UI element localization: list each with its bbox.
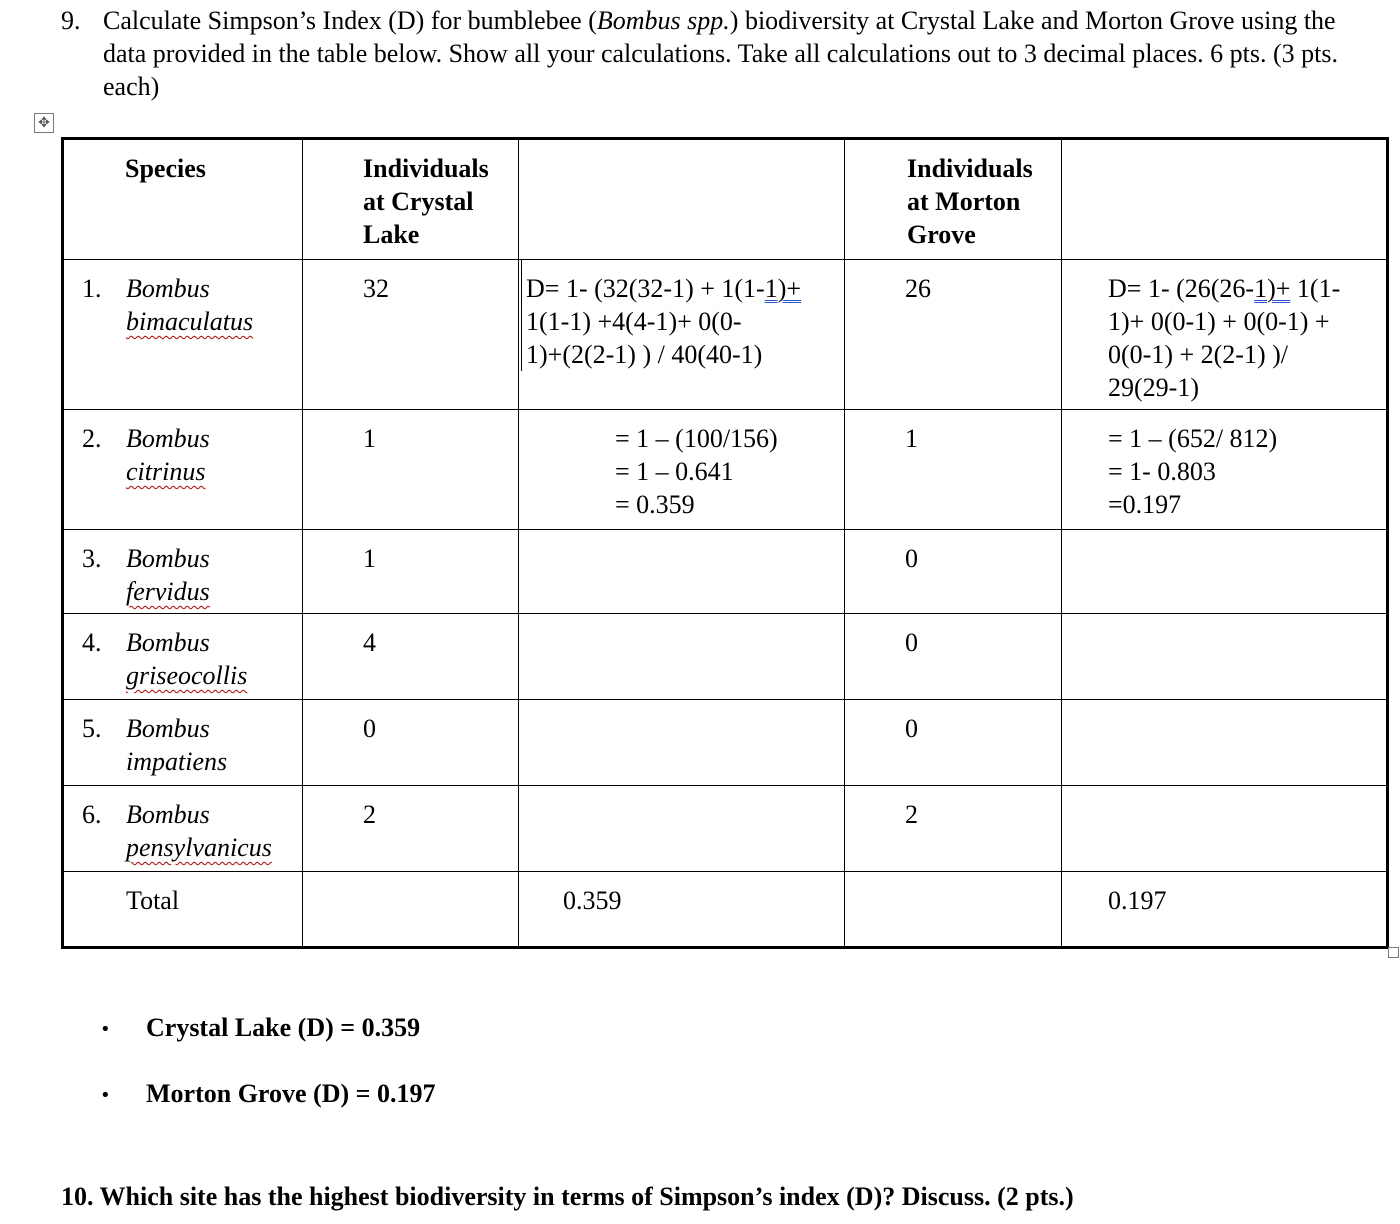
calc-text: D= 1- (26(26- xyxy=(1108,274,1255,303)
crystal-total-cell xyxy=(519,872,845,948)
crystal-count: 32 xyxy=(363,274,389,303)
table-header-row xyxy=(63,139,1388,260)
empty-cell xyxy=(519,530,845,614)
species-epithet: bimaculatus xyxy=(126,307,254,336)
table-row xyxy=(63,614,1388,700)
header-morton-cell xyxy=(845,139,1062,260)
species-genus: Bombus xyxy=(126,628,210,657)
morton-total-cell xyxy=(1062,872,1388,948)
crystal-count: 0 xyxy=(363,714,376,743)
morton-result xyxy=(1062,410,1386,521)
empty-cell xyxy=(845,872,1062,948)
header-crystal-cell xyxy=(303,139,519,260)
species-epithet: griseocollis xyxy=(126,661,248,690)
result-text: Morton Grove (D) = 0.197 xyxy=(146,1079,436,1108)
header-morton-line: Individuals xyxy=(907,154,1033,183)
species-entry xyxy=(64,700,302,778)
crystal-count-cell xyxy=(303,410,519,530)
species-number: 5. xyxy=(82,714,102,743)
morton-count-cell xyxy=(845,786,1062,872)
total-row xyxy=(63,872,1388,948)
species-number: 6. xyxy=(82,800,102,829)
header-blank-cell xyxy=(1062,139,1388,260)
list-item xyxy=(100,1011,435,1077)
crystal-total: 0.359 xyxy=(563,886,622,915)
morton-count-cell xyxy=(845,260,1062,410)
header-morton xyxy=(845,140,1061,251)
empty-cell xyxy=(519,700,845,786)
result-text: Crystal Lake (D) = 0.359 xyxy=(146,1013,421,1042)
morton-total: 0.197 xyxy=(1108,886,1167,915)
species-number: 4. xyxy=(82,628,102,657)
results-list xyxy=(100,1011,435,1143)
calc-text: 1(1- xyxy=(1290,274,1341,303)
biodiversity-table xyxy=(61,137,1389,949)
header-crystal-line: at Crystal xyxy=(363,187,474,216)
empty-cell xyxy=(519,786,845,872)
empty-cell xyxy=(1062,530,1388,614)
calc-text: 1(1-1) +4(4-1)+ 0(0- xyxy=(526,307,742,336)
species-entry xyxy=(64,530,302,608)
species-cell xyxy=(63,530,303,614)
species-cell xyxy=(63,700,303,786)
crystal-result-cell xyxy=(519,410,845,530)
species-genus: Bombus xyxy=(126,800,210,829)
header-species-cell xyxy=(63,139,303,260)
bullet: • xyxy=(100,1085,111,1106)
header-crystal-line: Lake xyxy=(363,220,420,249)
morton-calculation xyxy=(1062,260,1386,404)
crystal-count-cell xyxy=(303,260,519,410)
morton-count: 26 xyxy=(905,274,931,303)
species-number: 3. xyxy=(82,544,102,573)
calc-text: 29(29-1) xyxy=(1108,373,1199,402)
crystal-count: 2 xyxy=(363,800,376,829)
question-9 xyxy=(61,4,1361,103)
question-9-text-after: ) biodiversity at Crystal Lake and Morton Grove using the data provided in the table below. Show all your calculations. Take all calculations out to 3 decimal places. 6 pts. (3 pts. each) xyxy=(103,6,1339,101)
empty-cell xyxy=(1062,614,1388,700)
total-label-cell xyxy=(63,872,303,948)
species-entry xyxy=(64,786,302,864)
morton-count: 1 xyxy=(905,424,918,453)
calc-text: = 1 – (652/ 812) xyxy=(1108,424,1278,453)
morton-count-cell xyxy=(845,530,1062,614)
species-genus: Bombus xyxy=(126,714,210,743)
species-number: 2. xyxy=(82,424,102,453)
species-genus: Bombus xyxy=(126,274,210,303)
header-blank-cell xyxy=(519,139,845,260)
header-crystal-line: Individuals xyxy=(363,154,489,183)
calc-text: = 1 – 0.641 xyxy=(615,457,734,486)
table-row xyxy=(63,786,1388,872)
total-label-wrap xyxy=(64,872,302,917)
crystal-count-cell xyxy=(303,614,519,700)
empty-cell xyxy=(519,614,845,700)
calc-text: 1)+(2(2-1) ) / 40(40-1) xyxy=(526,340,763,369)
bullet: • xyxy=(100,1019,111,1040)
crystal-calculation xyxy=(521,260,844,371)
calc-text: = 1- 0.803 xyxy=(1108,457,1216,486)
empty-cell xyxy=(1062,700,1388,786)
species-number: 1. xyxy=(82,274,102,303)
question-9-text-before: Calculate Simpson’s Index (D) for bumblebee ( xyxy=(103,6,597,35)
total-label: Total xyxy=(126,886,180,915)
calc-text: 1)+ xyxy=(764,274,802,303)
calc-text: 1)+ 0(0-1) + 0(0-1) + xyxy=(1108,307,1330,336)
crystal-result xyxy=(519,410,844,521)
header-crystal xyxy=(303,140,518,251)
species-epithet: citrinus xyxy=(126,457,206,486)
move-handle-icon[interactable]: ✥ xyxy=(34,113,54,133)
crystal-count: 1 xyxy=(363,544,376,573)
species-cell xyxy=(63,260,303,410)
table-row xyxy=(63,530,1388,614)
morton-count: 2 xyxy=(905,800,918,829)
crystal-count-cell xyxy=(303,530,519,614)
header-morton-line: at Morton xyxy=(907,187,1021,216)
morton-count: 0 xyxy=(905,714,918,743)
calc-text: 1)+ xyxy=(1254,274,1291,303)
calc-text: = 1 – (100/156) xyxy=(615,424,778,453)
morton-count: 0 xyxy=(905,628,918,657)
morton-count-cell xyxy=(845,410,1062,530)
header-morton-line: Grove xyxy=(907,220,976,249)
species-cell xyxy=(63,786,303,872)
species-epithet: impatiens xyxy=(126,747,228,776)
morton-count-cell xyxy=(845,614,1062,700)
morton-calc-cell xyxy=(1062,260,1388,410)
table-row xyxy=(63,410,1388,530)
species-cell xyxy=(63,614,303,700)
question-9-genus: Bombus spp. xyxy=(596,6,730,35)
empty-cell xyxy=(303,872,519,948)
resize-handle-icon[interactable] xyxy=(1388,947,1399,958)
calc-text: D= 1- (32(32-1) + 1(1- xyxy=(526,274,765,303)
calc-text: = 0.359 xyxy=(615,490,695,519)
species-epithet: pensylvanicus xyxy=(126,833,272,862)
species-entry xyxy=(64,260,302,338)
question-9-number: 9. xyxy=(61,6,81,35)
crystal-count: 4 xyxy=(363,628,376,657)
header-species: Species xyxy=(125,154,206,183)
crystal-count: 1 xyxy=(363,424,376,453)
morton-result-cell xyxy=(1062,410,1388,530)
crystal-calc-cell xyxy=(519,260,845,410)
question-10: 10. Which site has the highest biodiversity in terms of Simpson’s index (D)? Discuss. (2 pts.) xyxy=(61,1182,1074,1211)
question-9-text xyxy=(103,4,1361,103)
crystal-count-cell xyxy=(303,700,519,786)
table-row xyxy=(63,700,1388,786)
calc-text: 0(0-1) + 2(2-1) )/ xyxy=(1108,340,1288,369)
crystal-count-cell xyxy=(303,786,519,872)
empty-cell xyxy=(1062,786,1388,872)
table-row xyxy=(63,260,1388,410)
calc-text: =0.197 xyxy=(1108,490,1182,519)
morton-count-cell xyxy=(845,700,1062,786)
species-genus: Bombus xyxy=(126,424,210,453)
morton-count: 0 xyxy=(905,544,918,573)
species-entry xyxy=(64,410,302,488)
list-item xyxy=(100,1077,435,1143)
species-entry xyxy=(64,614,302,692)
species-cell xyxy=(63,410,303,530)
species-epithet: fervidus xyxy=(126,577,210,606)
species-genus: Bombus xyxy=(126,544,210,573)
